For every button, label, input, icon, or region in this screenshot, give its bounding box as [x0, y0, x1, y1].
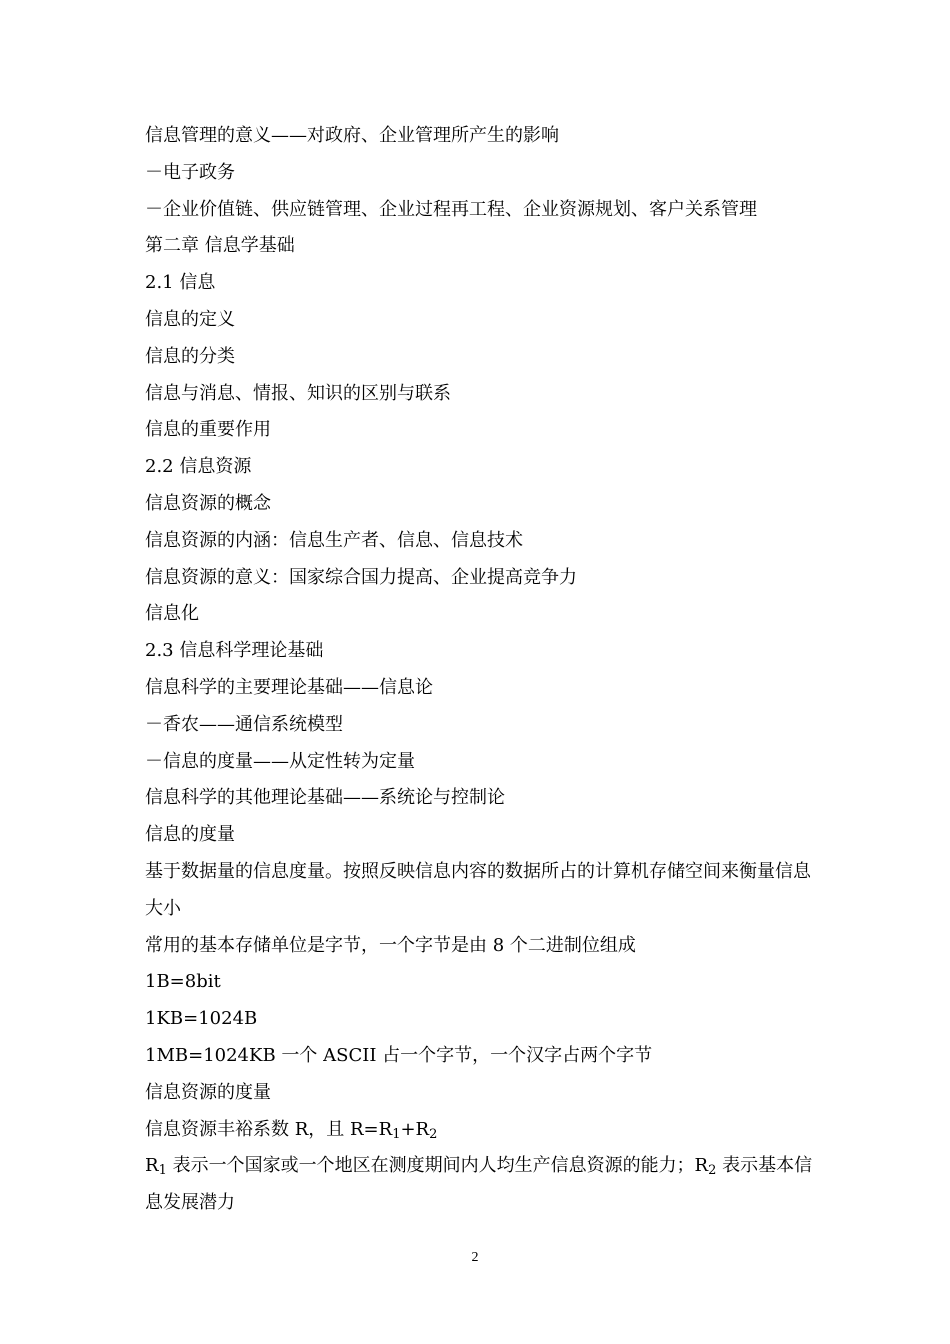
text-line: 信息化 [145, 603, 199, 625]
formula-subscript-2: 2 [429, 1126, 438, 1142]
text-line: －信息的度量——从定性转为定量 [145, 750, 415, 772]
definition-paragraph [145, 1148, 825, 1222]
definition-r: R [145, 1155, 159, 1177]
formula-plus: +R [400, 1118, 430, 1140]
text-line: 信息的重要作用 [145, 419, 271, 441]
text-line: 信息资源的概念 [145, 492, 271, 514]
text-line: 信息与消息、情报、知识的区别与联系 [145, 382, 451, 404]
section-heading: 2.3 信息科学理论基础 [145, 640, 324, 662]
text-line: －香农——通信系统模型 [145, 713, 343, 735]
text-line: －企业价值链、供应链管理、企业过程再工程、企业资源规划、客户关系管理 [145, 198, 757, 220]
text-line: 1KB=1024B [145, 1008, 258, 1030]
page-number: 2 [471, 1250, 479, 1265]
definition-text-1: 表示一个国家或一个地区在测度期间内人均生产信息资源的能力；R [166, 1155, 709, 1177]
text-line: 信息资源的度量 [145, 1081, 271, 1103]
text-line: 1MB=1024KB 一个 ASCII 占一个字节，一个汉字占两个字节 [145, 1044, 653, 1066]
text-line: 信息科学的其他理论基础——系统论与控制论 [145, 787, 505, 809]
text-line: 常用的基本存储单位是字节，一个字节是由 8 个二进制位组成 [145, 934, 636, 956]
text-line: 信息管理的意义——对政府、企业管理所产生的影响 [145, 125, 559, 146]
text-line: 信息资源的意义：国家综合国力提高、企业提高竞争力 [145, 566, 577, 588]
text-paragraph: 基于数据量的信息度量。按照反映信息内容的数据所占的计算机存储空间来衡量信息大小 [145, 860, 811, 919]
text-line: －电子政务 [145, 161, 235, 183]
text-line: 信息的分类 [145, 345, 235, 367]
formula-prefix: 信息资源丰裕系数 R，且 R=R [145, 1118, 393, 1140]
section-heading: 2.2 信息资源 [145, 456, 252, 478]
definition-subscript-1: 1 [158, 1163, 167, 1179]
page-content [145, 118, 825, 1222]
text-line: 信息资源的内涵：信息生产者、信息、信息技术 [145, 529, 523, 551]
chapter-heading: 第二章 信息学基础 [145, 235, 295, 257]
definition-subscript-2: 2 [708, 1163, 717, 1179]
formula-line [145, 1112, 825, 1149]
text-line: 信息的度量 [145, 824, 235, 846]
definition-text-2: 表示基本信息发展潜力 [145, 1155, 813, 1214]
text-line: 1B=8bit [145, 971, 221, 993]
text-line: 信息的定义 [145, 308, 235, 330]
text-line: 信息科学的主要理论基础——信息论 [145, 676, 433, 698]
section-heading: 2.1 信息 [145, 272, 216, 294]
formula-subscript-1: 1 [392, 1126, 401, 1142]
